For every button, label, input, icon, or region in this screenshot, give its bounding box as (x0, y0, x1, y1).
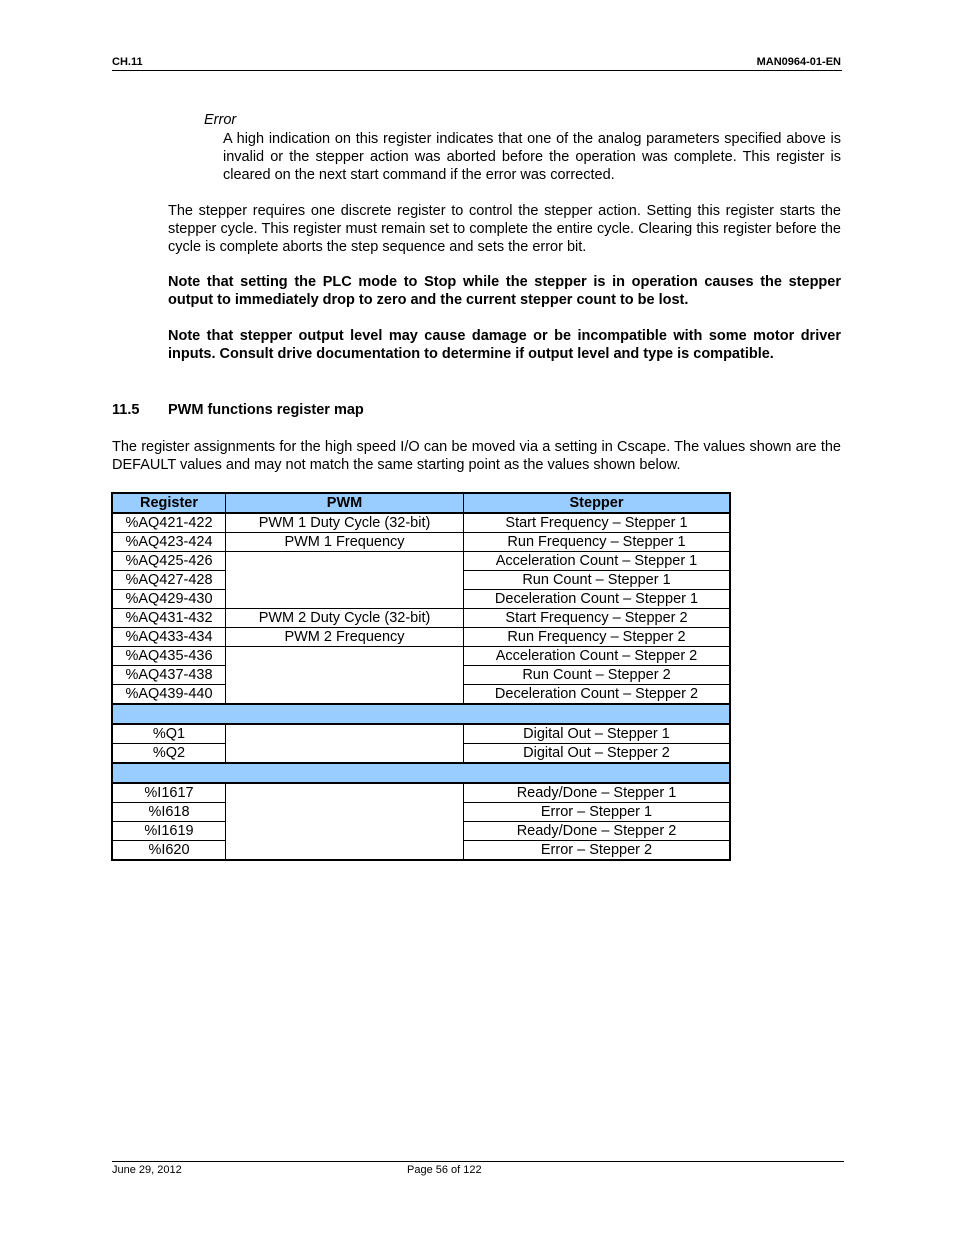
header-pwm: PWM (226, 493, 464, 513)
section-number: 11.5 (112, 402, 140, 418)
stepper-cell: Error – Stepper 1 (464, 803, 731, 822)
separator-cell (112, 763, 730, 783)
register-cell: %AQ421-422 (112, 513, 226, 533)
separator-cell (112, 704, 730, 724)
pwm-cell: PWM 2 Frequency (226, 628, 464, 647)
note-output-level: Note that stepper output level may cause damage or be incompatible with some motor driver inputs. Consult drive documentation to determine if output level and type is compatible. (168, 328, 841, 362)
register-cell: %AQ437-438 (112, 666, 226, 685)
stepper-cell: Run Count – Stepper 1 (464, 571, 731, 590)
register-cell: %AQ435-436 (112, 647, 226, 666)
stepper-cell: Acceleration Count – Stepper 2 (464, 647, 731, 666)
table-row (112, 647, 730, 666)
register-assignments-paragraph: The register assignments for the high speed I/O can be moved via a setting in Cscape. The values shown are the DEFAULT values and may not match the same starting point as the values shown below. (112, 439, 841, 473)
footer-rule (112, 1161, 844, 1162)
stepper-cell: Ready/Done – Stepper 1 (464, 783, 731, 803)
stepper-cell: Digital Out – Stepper 2 (464, 744, 731, 764)
register-cell: %Q2 (112, 744, 226, 764)
pwm-cell-empty (226, 647, 464, 705)
stepper-cell: Acceleration Count – Stepper 1 (464, 552, 731, 571)
register-cell: %I1619 (112, 822, 226, 841)
register-cell: %AQ431-432 (112, 609, 226, 628)
register-cell: %I1617 (112, 783, 226, 803)
register-cell: %I618 (112, 803, 226, 822)
error-description: A high indication on this register indicates that one of the analog parameters specified above is invalid or the stepper action was aborted before the operation was complete. This register is cleared on the next start command if the error was corrected. (223, 131, 841, 183)
table-row (112, 533, 730, 552)
error-title: Error (204, 112, 237, 128)
register-cell: %I620 (112, 841, 226, 861)
table-header-row (112, 493, 730, 513)
table-row (112, 628, 730, 647)
table-separator-row (112, 704, 730, 724)
pwm-cell-empty (226, 783, 464, 860)
header-doc-number: MAN0964-01-EN (756, 56, 841, 68)
header-rule (112, 70, 842, 71)
pwm-cell: PWM 2 Duty Cycle (32-bit) (226, 609, 464, 628)
stepper-cell: Run Count – Stepper 2 (464, 666, 731, 685)
stepper-cell: Start Frequency – Stepper 2 (464, 609, 731, 628)
pwm-cell-empty (226, 552, 464, 609)
stepper-cell: Ready/Done – Stepper 2 (464, 822, 731, 841)
pwm-register-map-table (111, 492, 731, 861)
table-row (112, 609, 730, 628)
footer-page-number: Page 56 of 122 (407, 1164, 482, 1176)
note-plc-stop: Note that setting the PLC mode to Stop while the stepper is in operation causes the stepper output to immediately drop to zero and the current stepper count to be lost. (168, 274, 841, 308)
stepper-cell: Deceleration Count – Stepper 1 (464, 590, 731, 609)
register-cell: %AQ423-424 (112, 533, 226, 552)
header-register: Register (112, 493, 226, 513)
stepper-cell: Run Frequency – Stepper 2 (464, 628, 731, 647)
register-cell: %AQ439-440 (112, 685, 226, 705)
stepper-cell: Digital Out – Stepper 1 (464, 724, 731, 744)
table-row (112, 513, 730, 533)
stepper-cell: Deceleration Count – Stepper 2 (464, 685, 731, 705)
stepper-paragraph: The stepper requires one discrete register to control the stepper action. Setting this register starts the stepper cycle. This register must remain set to complete the entire cycle. Clearing this register before the cycle is complete aborts the step sequence and sets the error bit. (168, 203, 841, 255)
stepper-cell: Run Frequency – Stepper 1 (464, 533, 731, 552)
section-title: PWM functions register map (168, 402, 364, 418)
footer-date: June 29, 2012 (112, 1164, 182, 1176)
pwm-cell: PWM 1 Duty Cycle (32-bit) (226, 513, 464, 533)
register-cell: %AQ433-434 (112, 628, 226, 647)
table-row (112, 724, 730, 744)
register-cell: %Q1 (112, 724, 226, 744)
table-separator-row (112, 763, 730, 783)
pwm-cell-empty (226, 724, 464, 763)
table-row (112, 552, 730, 571)
stepper-cell: Error – Stepper 2 (464, 841, 731, 861)
header-chapter: CH.11 (112, 56, 143, 68)
stepper-cell: Start Frequency – Stepper 1 (464, 513, 731, 533)
pwm-cell: PWM 1 Frequency (226, 533, 464, 552)
header-stepper: Stepper (464, 493, 731, 513)
register-cell: %AQ429-430 (112, 590, 226, 609)
register-cell: %AQ425-426 (112, 552, 226, 571)
register-cell: %AQ427-428 (112, 571, 226, 590)
table-row (112, 783, 730, 803)
